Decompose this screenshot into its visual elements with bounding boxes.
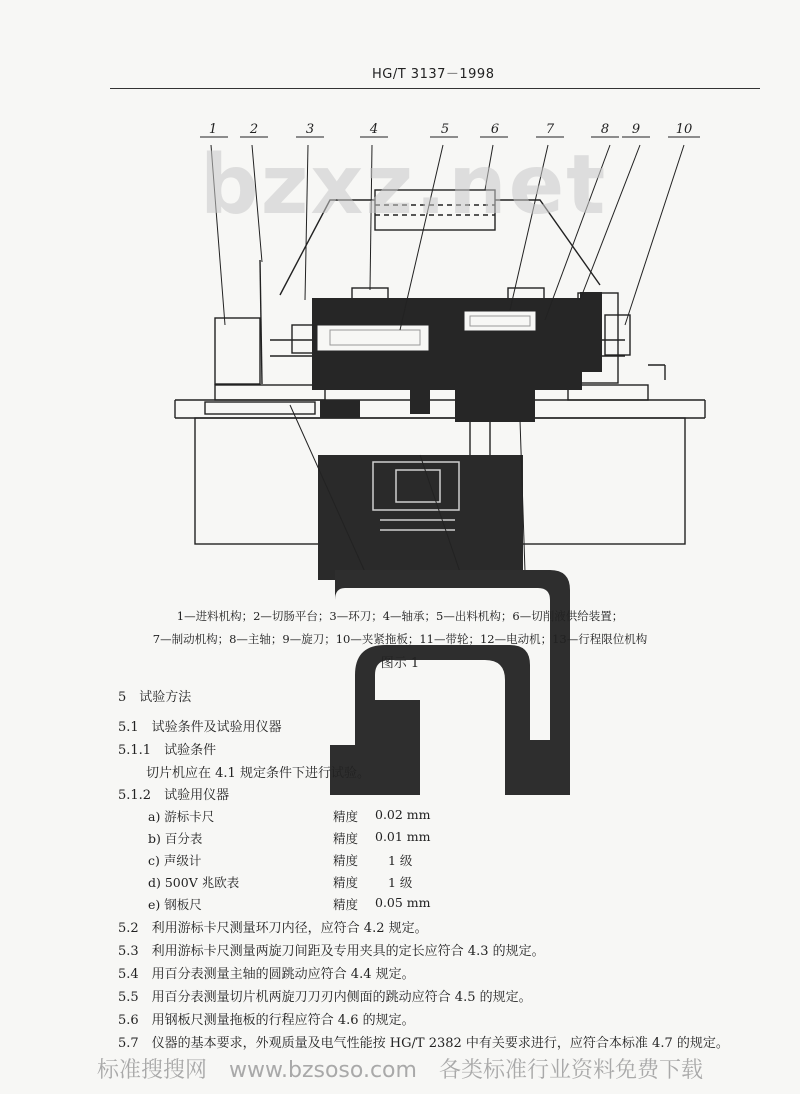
instrument-precision-label: 精度 <box>333 875 359 890</box>
callout-1: 1 <box>208 122 218 137</box>
instrument-name: d) 500V 兆欧表 <box>148 875 240 890</box>
figure-title: 图示 1 <box>380 656 420 671</box>
instrument-precision-value: 0.01 mm <box>375 829 431 844</box>
section-5-1-2-heading: 5.1.2 试验用仪器 <box>118 788 230 803</box>
instrument-precision-label: 精度 <box>333 831 359 846</box>
footer-watermark: 标准搜搜网 www.bzsoso.com 各类标准行业资料免费下载 <box>97 1058 703 1083</box>
callout-2: 2 <box>249 122 259 137</box>
section-5-1-heading: 5.1 试验条件及试验用仪器 <box>118 720 282 735</box>
standard-code-header: HG/T 3137－1998 <box>372 67 495 82</box>
section-5-3: 5.3 利用游标卡尺测量两旋刀间距及专用夹具的定长应符合 4.3 的规定。 <box>118 944 545 959</box>
instrument-precision-label: 精度 <box>333 809 359 824</box>
section-5-5: 5.5 用百分表测量切片机两旋刀刀刃内侧面的跳动应符合 4.5 的规定。 <box>118 990 532 1005</box>
callout-10: 10 <box>675 122 693 137</box>
header-rule <box>110 88 760 89</box>
callout-8: 8 <box>600 122 610 137</box>
section-5-heading: 5 试验方法 <box>118 690 192 705</box>
callout-9: 9 <box>631 122 641 137</box>
instrument-name: b) 百分表 <box>148 831 203 846</box>
figure-caption-line-2: 7—制动机构；8—主轴；9—旋刀；10—夹紧拖板；11—带轮；12—电动机；13—行程限位机构 <box>152 632 648 646</box>
callout-6: 6 <box>490 122 500 137</box>
instrument-precision-value: 1 级 <box>388 853 413 868</box>
callout-5: 5 <box>440 122 450 137</box>
section-5-1-1-body: 切片机应在 4.1 规定条件下进行试验。 <box>146 766 370 781</box>
callout-4: 4 <box>369 122 379 137</box>
section-5-6: 5.6 用钢板尺测量拖板的行程应符合 4.6 的规定。 <box>118 1013 415 1028</box>
section-5-7: 5.7 仪器的基本要求，外观质量及电气性能按 HG/T 2382 中有关要求进行，应符合本标准 4.7 的规定。 <box>118 1036 729 1051</box>
instrument-precision-label: 精度 <box>333 897 359 912</box>
instrument-name: e) 钢板尺 <box>148 897 202 912</box>
section-5-2: 5.2 利用游标卡尺测量环刀内径，应符合 4.2 规定。 <box>118 921 428 936</box>
section-5-1-1-heading: 5.1.1 试验条件 <box>118 743 217 758</box>
instrument-name: a) 游标卡尺 <box>148 809 215 824</box>
instrument-precision-label: 精度 <box>333 853 359 868</box>
instrument-precision-value: 0.02 mm <box>375 807 431 822</box>
callout-3: 3 <box>305 122 315 137</box>
instrument-precision-value: 0.05 mm <box>375 895 431 910</box>
instrument-name: c) 声级计 <box>148 853 202 868</box>
instrument-precision-value: 1 级 <box>388 875 413 890</box>
watermark-bzxz: bzxz.net <box>200 138 608 233</box>
figure-caption-line-1: 1—进料机构；2—切肠平台；3—环刀；4—轴承；5—出料机构；6—切削液供给装置； <box>176 609 624 623</box>
callout-7: 7 <box>545 122 555 137</box>
section-5-4: 5.4 用百分表测量主轴的圆跳动应符合 4.4 规定。 <box>118 967 415 982</box>
